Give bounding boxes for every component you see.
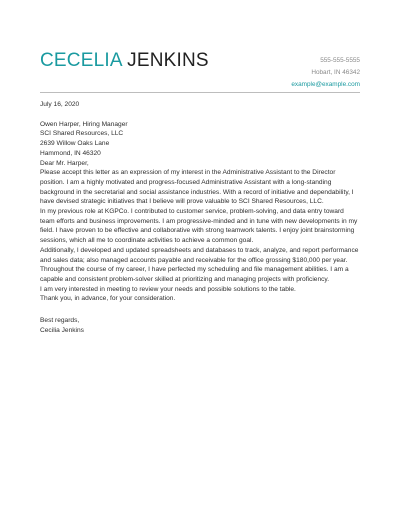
paragraph: In my previous role at KGPCo. I contributed to customer service, problem-solving, and data entry toward team efforts and business improvements. I am progressive-minded and in tune with new developments in my field. I have proven to be effective and collaborative with strong teamwork talents. I enjoy joint brainstorming sessions, which all me to coordinate activities to achieve a common goal. — [40, 208, 358, 245]
location: Hobart, IN 46342 — [311, 69, 360, 76]
letter-body — [40, 100, 360, 335]
email-link[interactable]: example@example.com — [291, 81, 360, 88]
closing: Best regards, — [40, 317, 80, 325]
applicant-name — [40, 50, 209, 72]
recipient-block — [40, 120, 360, 159]
signature-name: Cecilia Jenkins — [40, 326, 84, 334]
paragraph: Additionally, I developed and updated spreadsheets and databases to track, analyze, and report performance and sales data; also managed accounts payable and receivable for the office grossing $180,000 per year. — [40, 246, 359, 264]
paragraph: I am very interested in meeting to review your needs and possible solutions to the table. — [40, 285, 296, 293]
recipient-company: SCI Shared Resources, LLC — [40, 130, 124, 138]
paragraph: Thank you, in advance, for your consideration. — [40, 295, 176, 303]
last-name: JENKINS — [127, 50, 209, 71]
recipient-name: Owen Harper, Hiring Manager — [40, 120, 128, 128]
paragraph: Throughout the course of my career, I have perfected my scheduling and file management abilities. I am a capable and consistent problem-solver skilled at prioritizing and managing projects with proficiency. — [40, 266, 349, 283]
recipient-street: 2639 Willow Oaks Lane — [40, 140, 110, 148]
salutation: Dear Mr. Harper, — [40, 159, 89, 167]
letter-header — [40, 50, 360, 92]
closing-block — [40, 316, 360, 335]
paragraph: Please accept this letter as an expression of my interest in the Administrative Assistant to the Director position. I am a highly motivated and progress-focused Administrative Assistant with a long-standing background in the secretarial and social assistance industries. With a record of initiative and dependability, I have devised strategic initiatives that I believe will prove valuable to SCI Shared Resources, LLC. — [40, 169, 354, 206]
phone: 555-555-5555 — [320, 57, 360, 64]
letter-date: July 16, 2020 — [40, 101, 80, 108]
first-name: CECELIA — [40, 50, 122, 71]
recipient-city: Hammond, IN 46320 — [40, 149, 101, 157]
header-divider — [40, 92, 360, 93]
contact-info — [291, 55, 360, 91]
